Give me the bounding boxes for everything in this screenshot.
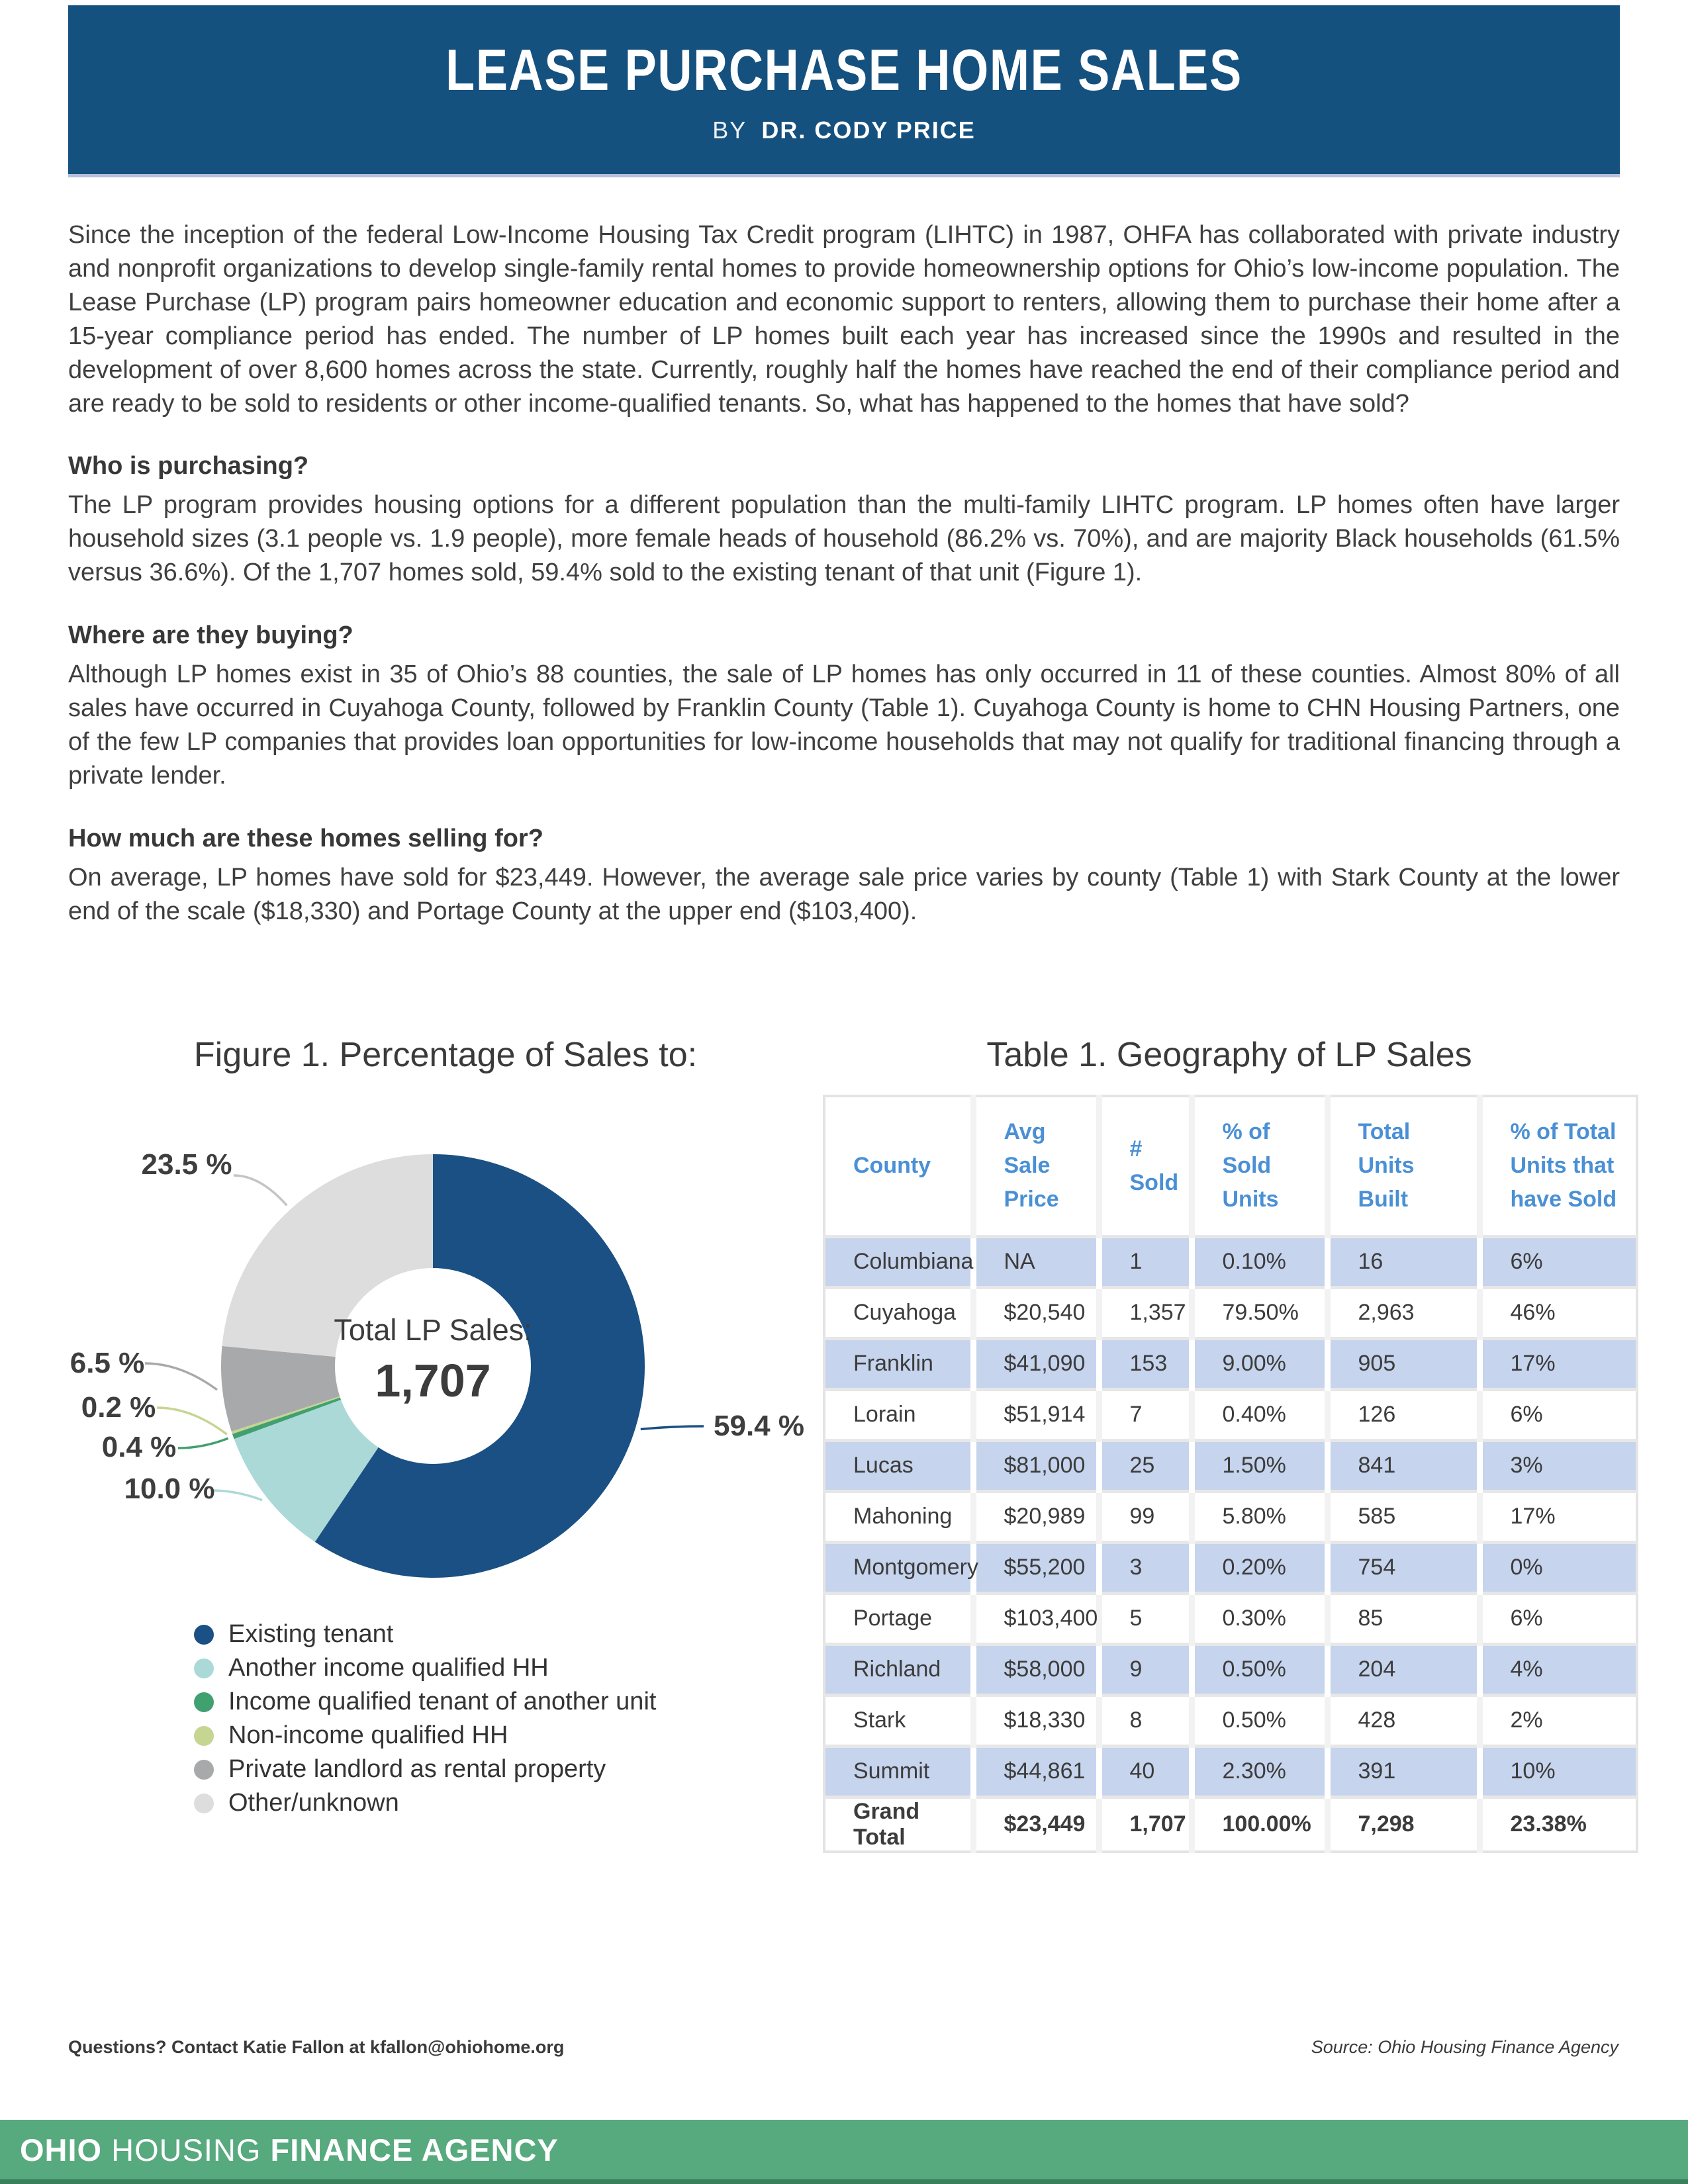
table-cell: 841 — [1327, 1440, 1479, 1491]
legend-swatch-2 — [194, 1692, 214, 1712]
donut-center-value: 1,707 — [375, 1355, 491, 1406]
table-cell: 85 — [1327, 1593, 1479, 1644]
legend-swatch-4 — [194, 1760, 214, 1780]
table-cell: 6% — [1479, 1236, 1637, 1287]
section-body-how-much-selling-for: On average, LP homes have sold for $23,449. However, the average sale price varies by county (Table 1) with Stark County at the lower end of the scale ($18,330) and Portage County at the upper end ($103,400). — [68, 863, 1620, 925]
legend-item-2 — [194, 1685, 823, 1719]
table-1 — [823, 1032, 1636, 1853]
table-cell: 17% — [1479, 1338, 1637, 1389]
table-cell: 585 — [1327, 1491, 1479, 1542]
table-cell: 126 — [1327, 1389, 1479, 1440]
table-cell: 16 — [1327, 1236, 1479, 1287]
table-cell: Franklin — [824, 1338, 973, 1389]
table-cell: 3 — [1099, 1542, 1192, 1593]
table-row-lucas — [824, 1440, 1637, 1491]
contact-note: Questions? Contact Katie Fallon at kfallon@ohiohome.org — [68, 2037, 565, 2057]
legend-swatch-5 — [194, 1794, 214, 1813]
table-cell: 46% — [1479, 1287, 1637, 1338]
leader-line-4 — [145, 1363, 217, 1390]
donut-chart — [68, 1099, 823, 1582]
table-cell: 5.80% — [1192, 1491, 1327, 1542]
table-cell: $58,000 — [973, 1644, 1099, 1695]
table-cell: 1,707 — [1099, 1797, 1192, 1852]
table-cell: 0.40% — [1192, 1389, 1327, 1440]
table-cell: 0.50% — [1192, 1644, 1327, 1695]
table-cell: 0% — [1479, 1542, 1637, 1593]
table-cell: 391 — [1327, 1746, 1479, 1797]
table-row-cuyahoga — [824, 1287, 1637, 1338]
table-cell: Montgomery — [824, 1542, 973, 1593]
legend-item-1 — [194, 1651, 823, 1685]
slice-label-3: 0.2 % — [81, 1391, 156, 1424]
intro-paragraph: Since the inception of the federal Low-Income Housing Tax Credit program (LIHTC) in 1987, OHFA has collaborated with private industry and nonprofit organizations to develop single-family rental homes to provide homeownership options for Ohio’s low-income population. The Lease Purchase (LP) program pairs homeowner education and economic support to renters, allowing them to purchase their home after a 15-year compliance period has ended. The number of LP homes built each year has increased since the 1990s and resulted in the development of over 8,600 homes across the state. Currently, roughly half the homes have reached the end of their compliance period and are ready to be sold to residents or other income-qualified tenants. So, what has happened to the homes that have sold? — [68, 221, 1620, 418]
slice-label-1: 10.0 % — [124, 1473, 215, 1505]
column-header-0: County — [824, 1096, 973, 1236]
legend-label-5: Other/unknown — [228, 1789, 399, 1817]
table-cell: Portage — [824, 1593, 973, 1644]
table-row-richland — [824, 1644, 1637, 1695]
table-cell: $20,540 — [973, 1287, 1099, 1338]
column-header-3: % of Sold Units — [1192, 1096, 1327, 1236]
table-cell: 4% — [1479, 1644, 1637, 1695]
table-row-montgomery — [824, 1542, 1637, 1593]
section-heading-how-much-selling-for: How much are these homes selling for? — [68, 824, 543, 852]
table-cell: 7,298 — [1327, 1797, 1479, 1852]
table-cell: 7 — [1099, 1389, 1192, 1440]
table-row-lorain — [824, 1389, 1637, 1440]
legend-label-0: Existing tenant — [228, 1620, 394, 1648]
source-note: Source: Ohio Housing Finance Agency — [1311, 2037, 1618, 2057]
table-cell: 754 — [1327, 1542, 1479, 1593]
slice-label-0: 59.4 % — [714, 1410, 804, 1442]
table-row-portage — [824, 1593, 1637, 1644]
brand-finance-agency: FINANCE AGENCY — [270, 2132, 559, 2167]
leader-line-1 — [211, 1490, 262, 1500]
leader-line-0 — [641, 1426, 704, 1430]
table-cell: Richland — [824, 1644, 973, 1695]
table-cell: 0.20% — [1192, 1542, 1327, 1593]
table-cell: Cuyahoga — [824, 1287, 973, 1338]
table-cell: 0.30% — [1192, 1593, 1327, 1644]
legend-swatch-0 — [194, 1625, 214, 1645]
table-cell: 6% — [1479, 1593, 1637, 1644]
table-cell: Stark — [824, 1695, 973, 1746]
page-title — [358, 36, 1330, 103]
footer-notes — [68, 2037, 1618, 2058]
table-cell: 1,357 — [1099, 1287, 1192, 1338]
table-cell: 8 — [1099, 1695, 1192, 1746]
legend-item-5 — [194, 1786, 823, 1820]
table-cell: $55,200 — [973, 1542, 1099, 1593]
table-row-summit — [824, 1746, 1637, 1797]
table-row-columbiana — [824, 1236, 1637, 1287]
table-cell: 428 — [1327, 1695, 1479, 1746]
table-cell: 2,963 — [1327, 1287, 1479, 1338]
figure-table-region — [68, 1032, 1620, 1853]
legend-label-1: Another income qualified HH — [228, 1654, 549, 1682]
table-cell: NA — [973, 1236, 1099, 1287]
section-body-where-are-they-buying: Although LP homes exist in 35 of Ohio’s 88 counties, the sale of LP homes has only occurred in 11 of these counties. Almost 80% of all sales have occurred in Cuyahoga County, followed by Franklin County (Table 1). Cuyahoga County is home to CHN Housing Partners, one of the few LP companies that provides loan opportunities for low-income households that may not qualify for traditional financing through a private lender. — [68, 660, 1620, 790]
legend-label-3: Non-income qualified HH — [228, 1721, 508, 1749]
legend-label-2: Income qualified tenant of another unit — [228, 1688, 657, 1715]
table-cell: $44,861 — [973, 1746, 1099, 1797]
page-title-text: LEASE PURCHASE HOME SALES — [445, 36, 1243, 103]
table-cell: 204 — [1327, 1644, 1479, 1695]
table-title: Table 1. Geography of LP Sales — [986, 1036, 1472, 1074]
figure-title: Figure 1. Percentage of Sales to: — [193, 1036, 698, 1074]
column-header-2: # Sold — [1099, 1096, 1192, 1236]
brand-housing: HOUSING — [111, 2132, 261, 2167]
table-cell: 0.50% — [1192, 1695, 1327, 1746]
donut-center-label: Total LP Sales: — [334, 1313, 532, 1347]
table-cell: Grand Total — [824, 1797, 973, 1852]
table-row-stark — [824, 1695, 1637, 1746]
table-cell: 2% — [1479, 1695, 1637, 1746]
table-cell: Mahoning — [824, 1491, 973, 1542]
table-cell: 9.00% — [1192, 1338, 1327, 1389]
byline-prefix: BY — [712, 116, 747, 144]
legend-item-3 — [194, 1719, 823, 1752]
figure-1 — [68, 1032, 823, 1853]
table-cell: $41,090 — [973, 1338, 1099, 1389]
table-cell: 17% — [1479, 1491, 1637, 1542]
table-cell: 6% — [1479, 1389, 1637, 1440]
header-banner — [68, 5, 1620, 177]
legend-swatch-3 — [194, 1726, 214, 1746]
table-cell: Summit — [824, 1746, 973, 1797]
legend-item-0 — [194, 1617, 823, 1651]
column-header-4: Total Units Built — [1327, 1096, 1479, 1236]
table-cell: $103,400 — [973, 1593, 1099, 1644]
table-cell: 10% — [1479, 1746, 1637, 1797]
chart-legend — [194, 1617, 823, 1820]
section-body-who-is-purchasing: The LP program provides housing options for a different population than the multi-family LIHTC program. LP homes often have larger household sizes (3.1 people vs. 1.9 people), more female heads of household (86.2% vs. 70%), and are majority Black households (61.5% versus 36.6%). Of the 1,707 homes sold, 59.4% sold to the existing tenant of that unit (Figure 1). — [68, 491, 1620, 587]
table-cell: 5 — [1099, 1593, 1192, 1644]
table-row-mahoning — [824, 1491, 1637, 1542]
table-cell: 0.10% — [1192, 1236, 1327, 1287]
table-cell: 9 — [1099, 1644, 1192, 1695]
table-cell: Columbiana — [824, 1236, 973, 1287]
brand-ohio: OHIO — [20, 2132, 103, 2167]
legend-label-4: Private landlord as rental property — [228, 1755, 606, 1783]
table-cell: 153 — [1099, 1338, 1192, 1389]
table-cell: Lorain — [824, 1389, 973, 1440]
table-cell: 1 — [1099, 1236, 1192, 1287]
leader-line-5 — [234, 1175, 287, 1205]
legend-item-4 — [194, 1752, 823, 1786]
table-cell: $23,449 — [973, 1797, 1099, 1852]
slice-label-4: 6.5 % — [70, 1347, 145, 1379]
table-cell: 23.38% — [1479, 1797, 1637, 1852]
table-cell: 905 — [1327, 1338, 1479, 1389]
legend-swatch-1 — [194, 1659, 214, 1678]
slice-label-5: 23.5 % — [141, 1148, 232, 1181]
byline — [712, 116, 975, 144]
byline-author: DR. CODY PRICE — [761, 116, 976, 144]
article-body — [68, 199, 1620, 929]
geography-table — [823, 1095, 1638, 1853]
section-heading-who-is-purchasing: Who is purchasing? — [68, 452, 309, 480]
column-header-1: Avg Sale Price — [973, 1096, 1099, 1236]
table-cell: 40 — [1099, 1746, 1192, 1797]
agency-brand-bar — [0, 2120, 1688, 2184]
donut-center-text — [334, 1313, 532, 1407]
table-row-grand-total — [824, 1797, 1637, 1852]
table-cell: 100.00% — [1192, 1797, 1327, 1852]
table-cell: $51,914 — [973, 1389, 1099, 1440]
table-header — [824, 1096, 1637, 1236]
table-cell: $18,330 — [973, 1695, 1099, 1746]
column-header-5: % of Total Units that have Sold — [1479, 1096, 1637, 1236]
table-cell: 2.30% — [1192, 1746, 1327, 1797]
table-row-franklin — [824, 1338, 1637, 1389]
section-heading-where-are-they-buying: Where are they buying? — [68, 621, 353, 650]
slice-label-2: 0.4 % — [101, 1431, 177, 1463]
table-cell: $81,000 — [973, 1440, 1099, 1491]
table-cell: 25 — [1099, 1440, 1192, 1491]
table-cell: 99 — [1099, 1491, 1192, 1542]
table-cell: 3% — [1479, 1440, 1637, 1491]
table-cell: Lucas — [824, 1440, 973, 1491]
table-cell: 1.50% — [1192, 1440, 1327, 1491]
leader-line-2 — [178, 1438, 228, 1448]
table-cell: $20,989 — [973, 1491, 1099, 1542]
table-cell: 79.50% — [1192, 1287, 1327, 1338]
